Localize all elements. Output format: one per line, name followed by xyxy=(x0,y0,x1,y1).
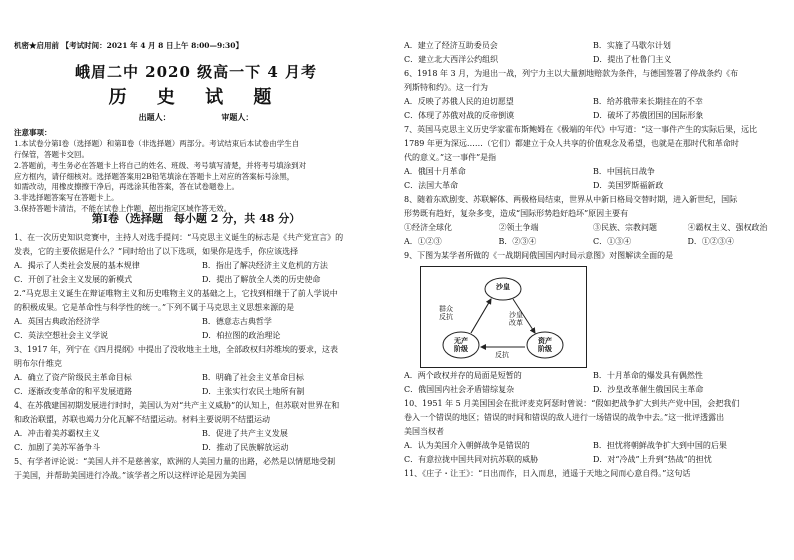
q8-options xyxy=(404,236,782,250)
q8-statement-2: ②领土争端 xyxy=(498,223,539,232)
q4-option-d: D．推动了民族解放运动 xyxy=(202,443,289,452)
q8-option-d: D．①②③④ xyxy=(687,237,734,246)
exam-subject-title: 历 史 试 题 xyxy=(108,87,284,108)
q3-option-d: D．主张实行农民土地所有制 xyxy=(202,387,305,396)
q5-options-row2 xyxy=(404,54,782,68)
q7-stem-2: 1789 年更为深远……（它们）都建立于众人共享的价值观念及希望，也就是在那时代和革命时 xyxy=(404,139,739,148)
q9-option-b: B．十月革命的爆发具有偶然性 xyxy=(593,371,703,380)
q11-stem: 11、《庄子・让王》：“日出而作，日入而息，逍遥于天地之间而心意自得。”这句话 xyxy=(404,469,691,478)
q2-option-b: B．德意志古典哲学 xyxy=(202,317,272,326)
q8-option-b: B．②③④ xyxy=(498,237,537,246)
q6-option-d: D．破坏了苏俄团国的国际形象 xyxy=(593,111,704,120)
note-3: 3.非选择题答案写在答题卡上。 xyxy=(14,193,119,203)
q10-options-row1 xyxy=(404,440,782,454)
exam-meta xyxy=(0,111,392,123)
q6-options-row2 xyxy=(404,110,782,124)
q4-option-c: C．加剧了美苏军备争斗 xyxy=(14,443,101,452)
q6-options-row1 xyxy=(404,96,782,110)
q1-option-a: A．揭示了人类社会发展的基本规律 xyxy=(14,261,140,270)
q5-stem-2: 于美国，并帮助美国进行冷战。”该学者之所以这样评论是因为美国 xyxy=(14,471,247,480)
q9-option-c: C．俄国国内社会矛盾错综复杂 xyxy=(404,385,515,394)
q4-stem-2: 和政治联盟，苏联也竭力分化瓦解不结盟运动。材料主要说明不结盟运动 xyxy=(14,415,270,424)
q5-options-row1 xyxy=(404,40,782,54)
q2-stem-1: 2.“马克思主义诞生在辩证唯物主义和历史唯物主义的基础之上，它找到相继于了前人学说中 xyxy=(14,289,338,298)
exam-header xyxy=(14,40,243,52)
q3-option-a: A．确立了资产阶级民主革命目标 xyxy=(14,373,132,382)
q10-stem-1: 10、1951 年 5 月美国国会在批评麦克阿瑟时曾说：“假如把战争扩大到共产党中国，会把我们 xyxy=(404,399,740,408)
q8-option-c: C．①③④ xyxy=(593,237,632,246)
q1-option-c: C．开创了社会主义发展的新模式 xyxy=(14,275,133,284)
diagram-node-proletariat: 无产 阶级 xyxy=(454,336,468,354)
q3-options-row1 xyxy=(14,372,390,386)
q2-option-d: D．柏拉图的政治理论 xyxy=(202,331,281,340)
left-questions xyxy=(14,232,390,484)
q1-stem-2: 发表，它的主要依据是什么？”同时给出了以下选项，如果你是选手，你应该选择 xyxy=(14,247,299,256)
q7-options-row2 xyxy=(404,180,782,194)
q10-option-b: B．担忧将朝鲜战争扩大到中国的后果 xyxy=(593,441,727,450)
q9-options-row1 xyxy=(404,370,782,384)
exam-school-title: 峨眉二中 2020 级高一下 4 月考 xyxy=(74,63,318,81)
notes-block xyxy=(14,128,386,215)
q9-option-a: A．两个政权并存的局面是短暂的 xyxy=(404,371,522,380)
q10-stem-3: 美国当权者 xyxy=(404,427,444,436)
q2-stem-2: 的积极成果。它是革命性与科学性的统一。”下列不属于马克思主义思想来源的是 xyxy=(14,303,295,312)
q5-option-d: D．提出了杜鲁门主义 xyxy=(593,55,672,64)
q10-stem-2: 卷入一个错误的地区；错误的时间和错误的敌人进行一场错误的战争中去。”这一批评透露出 xyxy=(404,413,725,422)
q9-stem: 9、下图为某学者所做的《一战期间俄国国内时局示意图》对图解读全面的是 xyxy=(404,251,674,260)
q8-statement-4: ④霸权主义、强权政治 xyxy=(687,223,768,232)
exam-time: 【考试时间：2021 年 4 月 8 日上午 8:00—9:30】 xyxy=(61,41,243,50)
note-4: 3.保持答题卡清洁，不能在试卷上作题，超出指定区域作答无效。 xyxy=(14,204,232,214)
q9-options-row2 xyxy=(404,384,782,398)
q10-option-c: C．有意拉拢中国共同对抗苏联的威胁 xyxy=(404,455,539,464)
q7-option-c: C．法国大革命 xyxy=(404,181,459,190)
q3-options-row2 xyxy=(14,386,390,400)
diagram-node-bourgeoisie: 资产 阶级 xyxy=(538,336,552,354)
q4-option-a: A．冲击着美苏霸权主义 xyxy=(14,429,100,438)
q7-option-b: B．中国抗日战争 xyxy=(593,167,655,176)
diagram-label-masses: 群众 反抗 xyxy=(439,305,453,322)
q4-stem-1: 4、在苏俄建国初期发展进行时时，美国认为对“共产主义威胁”的认知上，但苏联对世界在和 xyxy=(14,401,340,410)
q6-option-a: A．反映了苏俄人民的迫切愿望 xyxy=(404,97,514,106)
right-questions xyxy=(404,40,782,482)
note-2c: 如需改动，用橡皮擦擦干净后，再选涂其他答案，答在试卷题卷上。 xyxy=(14,182,239,192)
section-heading: 第Ⅰ卷（选择题 每小题 2 分，共 48 分） xyxy=(91,212,301,225)
q8-statements xyxy=(404,222,782,236)
q10-options-row2 xyxy=(404,454,782,468)
q2-option-a: A．英国古典政治经济学 xyxy=(14,317,100,326)
q5-stem-1: 5、有学者评论说：“美国人并不是慈善家，欧洲的人美国力量的出路，必然是以情愿地受制 xyxy=(14,457,336,466)
notes-heading: 注意事项： xyxy=(14,128,52,137)
q6-stem-1: 6、1918 年 3 月，为退出一战，列宁力主以大量割地赔款为条件，与德国签署了停战条约《布 xyxy=(404,69,739,78)
q7-option-d: D．美国罗斯福新政 xyxy=(593,181,664,190)
q2-options-row1 xyxy=(14,316,390,330)
note-2a: 2.答题前，考生务必在答题卡上将自己的姓名、班级、考号填写清楚，并将考号填涂到对 xyxy=(14,160,307,170)
q7-options-row1 xyxy=(404,166,782,180)
q7-stem-1: 7、英国马克思主义历史学家霍布斯鲍姆在《极端的年代》中写道：“这一事件产生的实际后果，远比 xyxy=(404,125,758,134)
q4-option-b: B．促进了共产主义发展 xyxy=(202,429,288,438)
q5-option-c: C．建立北大西洋公约组织 xyxy=(404,55,499,64)
diagram-label-reform: 沙皇 改革 xyxy=(509,311,523,328)
q1-option-d: D．提出了解放全人类的历史使命 xyxy=(202,275,321,284)
q2-option-c: C．英法空想社会主义学说 xyxy=(14,331,109,340)
q8-option-a: A．①②③ xyxy=(404,237,442,246)
q3-stem-1: 3、1917 年，列宁在《四月提纲》中提出了没收地主土地，全部政权归苏维埃的要求，这表 xyxy=(14,345,338,354)
q3-option-b: B．明确了社会主义革命目标 xyxy=(202,373,304,382)
reviewer-label: 审题人： xyxy=(221,112,254,122)
secret-label: 机密★启用前 xyxy=(14,41,59,50)
q8-stem-2: 形势既有趋好，复杂多变，造成“国际形势趋好趋坏”原因主要有 xyxy=(404,209,629,218)
q3-stem-2: 明布尔什维克 xyxy=(14,359,62,368)
q2-options-row2 xyxy=(14,330,390,344)
q8-stem-1: 8、随着东欧剧变、苏联解体、两极格局结束，世界从中新日格局交替时期，进入新世纪，国际 xyxy=(404,195,738,204)
q1-options-row2 xyxy=(14,274,390,288)
note-2b: 应方框内，请仔细核对。选择题答案用2B铅笔填涂在答题卡上对应的答案标号涂黑， xyxy=(14,171,295,181)
q10-option-a: A．认为美国介入朝鲜战争是错误的 xyxy=(404,441,530,450)
note-1b: 行保管，答题卡交回。 xyxy=(14,149,89,159)
q3-option-c: C．逐渐改变革命的和平发展道路 xyxy=(14,387,133,396)
q1-option-b: B．指出了解决经济主义危机的方法 xyxy=(202,261,328,270)
q5-option-b: B．实施了马歇尔计划 xyxy=(593,41,671,50)
q4-options-row1 xyxy=(14,428,390,442)
setter-label: 出题人： xyxy=(138,112,171,122)
q6-stem-2: 列斯特和约》。这一行为 xyxy=(404,83,488,92)
q6-option-c: C．体现了苏俄对战的反帝倒谟 xyxy=(404,111,515,120)
diagram-node-tsar: 沙皇 xyxy=(496,282,510,291)
q9-option-d: D．沙皇改革催生俄国民主革命 xyxy=(593,385,704,394)
q6-option-b: B．给苏俄带来长期挂在的不幸 xyxy=(593,97,703,106)
q8-statement-1: ①经济全球化 xyxy=(404,223,452,232)
q7-option-a: A．俄国十月革命 xyxy=(404,167,466,176)
q10-option-d: D．对“冷战”上升到“热战”的担忧 xyxy=(593,455,712,464)
q5-option-a: A．建立了经济互助委员会 xyxy=(404,41,498,50)
q4-options-row2 xyxy=(14,442,390,456)
russia-situation-diagram xyxy=(420,266,587,368)
q1-stem-1: 1、在一次历史知识竞赛中，主持人对选手提问：“马克思主义诞生的标志是《共产党宣言》的 xyxy=(14,233,344,242)
q8-statement-3: ③民族、宗教问题 xyxy=(593,223,657,232)
q1-options-row1 xyxy=(14,260,390,274)
note-1a: 1.本试卷分第Ⅰ卷（选择题）和第Ⅱ卷（非选择题）两部分。考试结束后本试卷由学生自 xyxy=(14,138,300,148)
diagram-label-resist: 反抗 xyxy=(495,351,509,359)
q7-stem-3: 代的意义。”这一事件”是指 xyxy=(404,153,497,162)
